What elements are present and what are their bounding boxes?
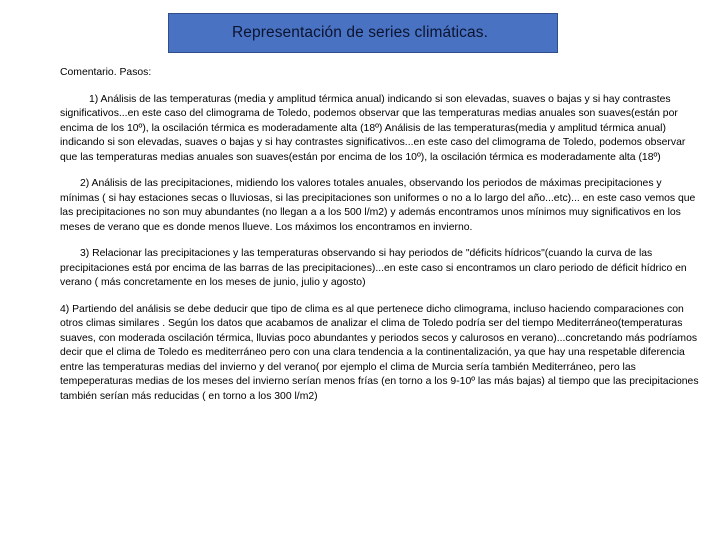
title-banner: [168, 13, 558, 53]
comment-section: [60, 66, 700, 416]
step-1-paragraph: 1) Análisis de las temperaturas (media y amplitud térmica anual) indicando si son elevadas, suaves o bajas y si hay contrastes significativos...en este caso del climograma de Toledo, podemos observar que las temperaturas medias anuales son suaves(están por encima de los 10º), la oscilación térmica es moderadamente alta (18º) Análisis de las temperaturas(media y amplitud térmica anual) indicando si son elevadas, suaves o bajas y si hay contrastes significativos...en este caso del climograma de Toledo, podemos observar que las temperaturas medias anuales son suaves(están por encima de los 10º), la oscilación térmica es moderadamente alta (18º): [60, 93, 686, 163]
comment-label: Comentario. Pasos:: [60, 67, 152, 78]
step-2-paragraph: 2) Análisis de las precipitaciones, midiendo los valores totales anuales, observando los periodos de máximas precipitaciones y mínimas ( si hay estaciones secas o lluviosas, si las precipitaciones son uniformes o no a lo largo del año...etc)... en este caso vemos que las precipitaciones no son muy abundantes (no llegan a a los 500 l/m2) y además encontramos unos mínimos muy significativos en los meses de verano que es donde menos llueve. Los máximos los encontramos en invierno.: [60, 178, 696, 233]
step-3-paragraph: 3) Relacionar las precipitaciones y las temperaturas observando si hay periodos de "déficits hídricos"(cuando la curva de las precipitaciones está por encima de las barras de las precipitaciones)...en este caso si encontramos un claro periodo de déficit hídrico en verano ( más concretamente en los meses de junio, julio y agosto): [60, 248, 687, 288]
page-title: Representación de series climáticas.: [231, 24, 489, 41]
step-4-paragraph: 4) Partiendo del análisis se debe deducir que tipo de clima es al que pertenece dicho climograma, incluso haciendo comparaciones con otros climas similares . Según los datos que acabamos de analizar el clima de Toledo podría ser del tiempo Mediterráneo(temperaturas suaves, con moderada oscilación térmica, lluvias poco abundantes y periodos secos y calurosos en verano)...concretando más podríamos decir que el clima de Toledo es mediterráneo pero con una clara tendencia a la continentalización, ya que hay una respetable diferencia entre las temperaturas medias del invierno y del verano( por ejemplo el clima de Murcia sería también Mediterráneo, pero las tempeperaturas medias de los meses del invierno serían menos frías (en torno a los 9-10º las más bajas) al tiempo que las precipitaciones también serían más reducidas ( en torno a los 300 l/m2): [60, 303, 699, 402]
